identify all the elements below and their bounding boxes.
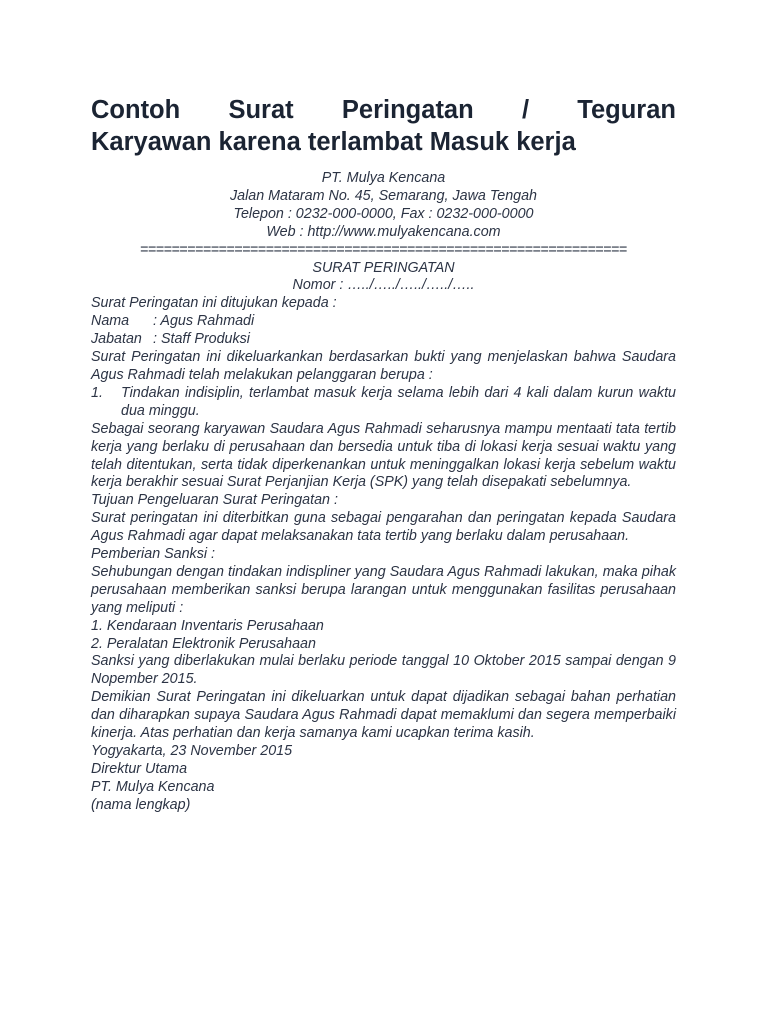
letter-body [91,170,676,815]
purpose-heading: Tujuan Pengeluaran Surat Peringatan : [91,492,338,509]
signature-place-date: Yogyakarta, 23 November 2015 [91,743,293,759]
signature-company: PT. Mulya Kencana [91,778,215,795]
signature-name: (nama lengkap) [91,796,191,813]
company-address: Jalan Mataram No. 45, Semarang, Jawa Tengah [229,187,538,204]
recipient-position-row [91,331,676,349]
recipient-position-label: Jabatan [91,331,142,348]
recipient-name-row [91,313,676,331]
closing-paragraph: Demikian Surat Peringatan ini dikeluarkan untuk dapat dijadikan sebagai bahan perhatian dan diharapkan supaya Saudara Agus Rahmadi dapat memaklumi dan segera memperbaiki kinerja. Atas perhatian dan kerja samanya kami ucapkan terima kasih. [91,689,676,742]
letter-number: Nomor : …../…../…../…../….. [292,277,475,294]
title-line-1: Contoh Surat Peringatan / Teguran [91,96,676,124]
sanction-item-1: 1. Kendaraan Inventaris Perusahaan [91,617,324,634]
page-title [91,94,676,158]
recipient-name-label: Nama [91,313,130,330]
purpose-paragraph: Surat peringatan ini diterbitkan guna sebagai pengarahan dan peringatan kepada Saudara Agus Rahmadi agar dapat melaksanakan tata tertib yang berlaku dalam perusahaan. [91,510,676,545]
recipient-intro: Surat Peringatan ini ditujukan kepada : [91,295,337,312]
obligation-paragraph: Sebagai seorang karyawan Saudara Agus Rahmadi seharusnya mampu mentaati tata tertib kerja yang berlaku di perusahaan dan bersedia untuk tiba di lokasi kerja sesuai waktu yang telah ditentukan, serta tidak diperkenankan untuk meninggalkan lokasi kerja sebelum waktu kerja berakhir sesuai Surat Perjanjian Kerja (SPK) yang telah disepakati sebelumnya. [91,420,676,491]
separator-line: ============================================================== [140,241,627,258]
company-name: PT. Mulya Kencana [321,170,446,186]
violation-number: 1. [91,384,103,401]
recipient-position-value: : Staff Produksi [153,331,250,348]
sanction-paragraph: Sehubungan dengan tindakan indispliner yang Saudara Agus Rahmadi lakukan, maka pihak perusahaan memberikan sanksi berupa larangan untuk menggunakan fasilitas perusahaan yang meliputi : [91,563,676,616]
sanction-heading: Pemberian Sanksi : [91,546,215,563]
sanction-item-2: 2. Peralatan Elektronik Perusahaan [91,635,316,652]
violation-text: Tindakan indisiplin, terlambat masuk kerja selama lebih dari 4 kali dalam kurun waktu dua minggu. [121,384,676,419]
signature-role: Direktur Utama [91,760,188,777]
title-line-2: Karyawan karena terlambat Masuk kerja [91,128,576,156]
recipient-name-value: : Agus Rahmadi [153,313,255,330]
sanction-period: Sanksi yang diberlakukan mulai berlaku periode tanggal 10 Oktober 2015 sampai dengan 9 Nopember 2015. [91,653,676,688]
violation-item [91,385,676,421]
letter-title: SURAT PERINGATAN [312,259,455,276]
company-phone: Telepon : 0232-000-0000, Fax : 0232-000-0000 [233,205,534,222]
company-web: Web : http://www.mulyakencana.com [266,223,501,240]
basis-paragraph: Surat Peringatan ini dikeluarkankan berdasarkan bukti yang menjelaskan bahwa Saudara Agus Rahmadi telah melakukan pelanggaran berupa : [91,349,676,383]
